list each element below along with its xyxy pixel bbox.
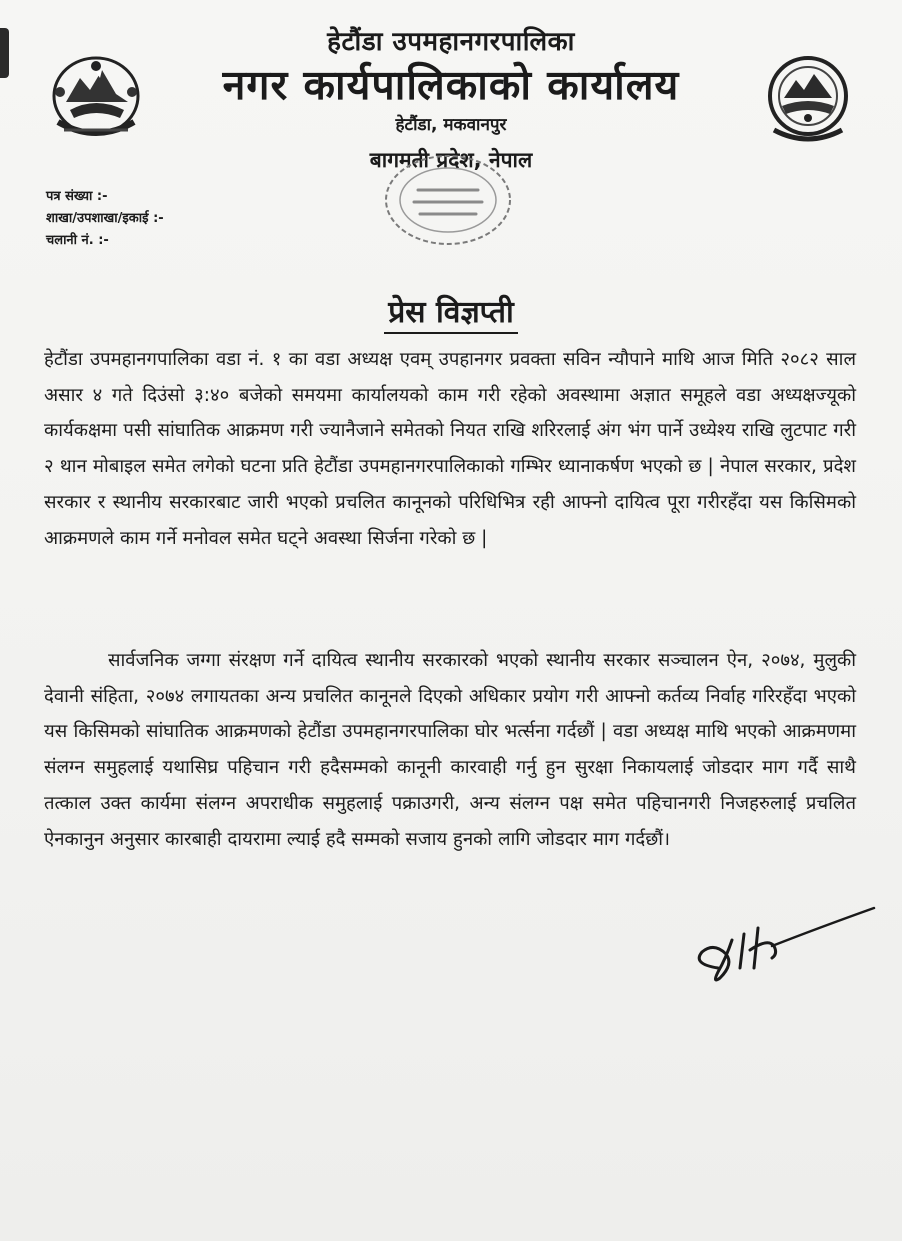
- paragraph-2: सार्वजनिक जग्गा संरक्षण गर्ने दायित्व स्थानीय सरकारको भएको स्थानीय सरकार सञ्चालन ऐन, २०७४, मुलुकी देवानी संहिता, २०७४ लगायतका अन्य प्रचलित कानूनले दिएको अधिकार प्रयोग गरी आफ्नो कर्तव्य निर्वाह गरिरहँदा भएको यस किसिमको सांघातिक आक्रमणको हेटौंडा उपमहानगरपालिका घोर भर्त्सना गर्दछौं | वडा अध्यक्ष माथि भएको आक्रमणमा संलग्न समुहलाई यथासिघ्र पहिचान गरी हदैसम्मको कानूनी कारवाही गर्नु हुन सुरक्षा निकायलाई जोडदार माग गर्दै साथै तत्काल उक्त कार्यमा संलग्न अपराधीक समुहलाई पक्राउगरी, अन्य संलग्न पक्ष समेत पहिचानगरी निजहरुलाई प्रचलित ऐनकानुन अनुसार कारबाही दायरामा ल्याई हदै सम्मको सजाय हुनको लागि जोडदार माग गर्दछौं।: [44, 650, 856, 850]
- paragraph-1: हेटौंडा उपमहानगपालिका वडा नं. १ का वडा अध्यक्ष एवम् उपहानगर प्रवक्ता सविन न्यौपाने माथि आज मिति २०८२ साल असार ४ गते दिउंसो ३:४० बजेको समयमा कार्यालयको काम गरी रहेको अवस्थामा अज्ञात समूहले वडा अध्यक्षज्यूको कार्यकक्षमा पसी सांघातिक आक्रमण गरी ज्यानैजाने समेतको नियत राखि शरिरलाई अंग भंग पार्ने उध्येश्य राखि लुटपाट गरी २ थान मोबाइल समेत लगेको घटना प्रति हेटौंडा उपमहानगरपालिकाको गम्भिर ध्यानाकर्षण भएको छ | नेपाल सरकार, प्रदेश सरकार र स्थानीय सरकारबाट जारी भएको प्रचलित कानूनको परिधिभित्र रही आफ्नो दायित्व पूरा गरीरहँदा यस किसिमको आक्रमणले काम गर्ने मनोवल समेत घट्ने अवस्था सिर्जना गरेको छ |: [44, 349, 856, 549]
- signature-icon: [688, 898, 884, 988]
- letter-number-label: पत्र संख्या :-: [46, 189, 108, 204]
- press-release-title: प्रेस विज्ञप्ती: [384, 295, 518, 334]
- office-address: हेटौंडा, मकवानपुर: [395, 115, 507, 135]
- province-country: बागमती प्रदेश, नेपाल: [369, 148, 533, 172]
- press-release-title-wrap: [0, 290, 902, 331]
- municipality-name: हेटौंडा उपमहानगरपालिका: [327, 27, 575, 57]
- dispatch-number-label: चलानी नं. :-: [46, 233, 109, 248]
- office-name: नगर कार्यपालिकाको कार्यालय: [222, 61, 680, 109]
- branch-label: शाखा/उपशाखा/इकाई :-: [46, 211, 164, 226]
- official-stamp: [378, 150, 518, 250]
